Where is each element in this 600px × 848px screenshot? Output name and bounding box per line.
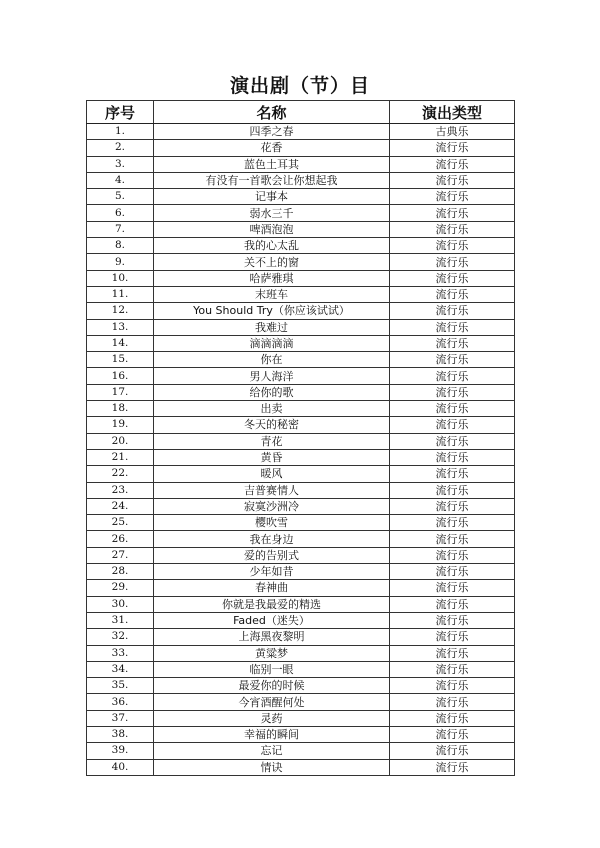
page-title: 演出剧（节）目 (229, 75, 370, 97)
row-type: 流行乐 (390, 564, 515, 580)
row-name: 末班车 (154, 286, 390, 302)
row-name: 花香 (154, 140, 390, 156)
row-name: 关不上的窗 (154, 254, 390, 270)
row-type: 流行乐 (390, 319, 515, 335)
row-name: 哈萨雅琪 (154, 270, 390, 286)
table-row (87, 335, 515, 351)
row-name: 情诀 (154, 759, 390, 775)
row-type: 流行乐 (390, 368, 515, 384)
table-row (87, 743, 515, 759)
row-type: 流行乐 (390, 466, 515, 482)
table-row (87, 238, 515, 254)
row-number: 38. (87, 726, 154, 742)
table-row (87, 596, 515, 612)
row-name: 给你的歌 (154, 384, 390, 400)
row-number: 11. (87, 286, 154, 302)
table-row (87, 678, 515, 694)
row-number: 29. (87, 580, 154, 596)
row-name: 青花 (154, 433, 390, 449)
row-type: 流行乐 (390, 401, 515, 417)
row-type: 流行乐 (390, 205, 515, 221)
row-name: 黄粱梦 (154, 645, 390, 661)
row-type: 流行乐 (390, 238, 515, 254)
row-name: 啤酒泡泡 (154, 221, 390, 237)
table-row (87, 417, 515, 433)
row-name: 灵药 (154, 710, 390, 726)
table-row (87, 449, 515, 465)
row-name: 暖风 (154, 466, 390, 482)
row-type: 流行乐 (390, 172, 515, 188)
row-number: 6. (87, 205, 154, 221)
row-number: 25. (87, 515, 154, 531)
row-number: 27. (87, 547, 154, 563)
table-row (87, 612, 515, 628)
row-number: 3. (87, 156, 154, 172)
table-row (87, 401, 515, 417)
table-row (87, 466, 515, 482)
table-row (87, 205, 515, 221)
row-type: 流行乐 (390, 596, 515, 612)
program-table (86, 100, 515, 776)
row-name: 你就是我最爱的精选 (154, 596, 390, 612)
row-number: 15. (87, 352, 154, 368)
row-type: 流行乐 (390, 661, 515, 677)
row-number: 10. (87, 270, 154, 286)
table-row (87, 482, 515, 498)
table-row (87, 515, 515, 531)
table-row (87, 710, 515, 726)
row-type: 流行乐 (390, 156, 515, 172)
row-type: 流行乐 (390, 140, 515, 156)
row-name: 临别一眼 (154, 661, 390, 677)
row-type: 流行乐 (390, 189, 515, 205)
row-number: 22. (87, 466, 154, 482)
row-name: 记事本 (154, 189, 390, 205)
header-number: 序号 (87, 101, 154, 124)
row-number: 37. (87, 710, 154, 726)
row-type: 流行乐 (390, 678, 515, 694)
row-name: 我在身边 (154, 531, 390, 547)
row-name: 你在 (154, 352, 390, 368)
row-name: 蓝色土耳其 (154, 156, 390, 172)
table-row (87, 498, 515, 514)
row-type: 流行乐 (390, 335, 515, 351)
row-type: 流行乐 (390, 254, 515, 270)
table-row (87, 726, 515, 742)
table-row (87, 433, 515, 449)
row-number: 5. (87, 189, 154, 205)
row-name: 寂寞沙洲冷 (154, 498, 390, 514)
row-number: 17. (87, 384, 154, 400)
row-name: 男人海洋 (154, 368, 390, 384)
row-number: 36. (87, 694, 154, 710)
row-number: 4. (87, 172, 154, 188)
row-type: 流行乐 (390, 417, 515, 433)
row-number: 26. (87, 531, 154, 547)
row-number: 31. (87, 612, 154, 628)
row-number: 14. (87, 335, 154, 351)
row-name: You Should Try（你应该试试） (154, 303, 390, 319)
row-name: 爱的告别式 (154, 547, 390, 563)
row-number: 8. (87, 238, 154, 254)
row-type: 流行乐 (390, 221, 515, 237)
table-row (87, 645, 515, 661)
row-name: 吉普赛情人 (154, 482, 390, 498)
table-row (87, 580, 515, 596)
row-type: 流行乐 (390, 694, 515, 710)
row-number: 32. (87, 629, 154, 645)
row-name: 弱水三千 (154, 205, 390, 221)
table-row (87, 694, 515, 710)
row-type: 流行乐 (390, 515, 515, 531)
row-type: 流行乐 (390, 270, 515, 286)
row-number: 35. (87, 678, 154, 694)
row-type: 流行乐 (390, 531, 515, 547)
row-type: 流行乐 (390, 759, 515, 775)
table-row (87, 270, 515, 286)
table-row (87, 368, 515, 384)
table-row (87, 352, 515, 368)
table-row (87, 319, 515, 335)
table-row (87, 172, 515, 188)
row-number: 33. (87, 645, 154, 661)
row-number: 40. (87, 759, 154, 775)
table-row (87, 564, 515, 580)
row-type: 流行乐 (390, 384, 515, 400)
table-row (87, 189, 515, 205)
table-body (87, 124, 515, 776)
row-number: 24. (87, 498, 154, 514)
row-type: 流行乐 (390, 498, 515, 514)
row-number: 18. (87, 401, 154, 417)
table-row (87, 156, 515, 172)
row-name: 冬天的秘密 (154, 417, 390, 433)
row-number: 9. (87, 254, 154, 270)
row-type: 流行乐 (390, 743, 515, 759)
table-row (87, 254, 515, 270)
row-type: 流行乐 (390, 433, 515, 449)
row-type: 流行乐 (390, 612, 515, 628)
row-number: 13. (87, 319, 154, 335)
row-name: 今宵酒醒何处 (154, 694, 390, 710)
row-number: 1. (87, 124, 154, 140)
table-row (87, 221, 515, 237)
row-name: Faded（迷失） (154, 612, 390, 628)
row-name: 我难过 (154, 319, 390, 335)
row-number: 39. (87, 743, 154, 759)
row-name: 樱吹雪 (154, 515, 390, 531)
row-type: 流行乐 (390, 303, 515, 319)
table-row (87, 547, 515, 563)
row-type: 流行乐 (390, 580, 515, 596)
row-name: 有没有一首歌会让你想起我 (154, 172, 390, 188)
row-number: 28. (87, 564, 154, 580)
row-type: 古典乐 (390, 124, 515, 140)
table-row (87, 140, 515, 156)
row-number: 7. (87, 221, 154, 237)
row-number: 2. (87, 140, 154, 156)
row-name: 出卖 (154, 401, 390, 417)
row-name: 滴滴滴滴 (154, 335, 390, 351)
row-name: 少年如昔 (154, 564, 390, 580)
table-row (87, 286, 515, 302)
header-name: 名称 (154, 101, 390, 124)
table-row (87, 303, 515, 319)
table-row (87, 384, 515, 400)
row-number: 34. (87, 661, 154, 677)
table-row (87, 629, 515, 645)
header-type: 演出类型 (390, 101, 515, 124)
row-type: 流行乐 (390, 449, 515, 465)
row-type: 流行乐 (390, 547, 515, 563)
row-number: 20. (87, 433, 154, 449)
row-name: 幸福的瞬间 (154, 726, 390, 742)
table-row (87, 124, 515, 140)
table-row (87, 661, 515, 677)
row-number: 21. (87, 449, 154, 465)
row-number: 12. (87, 303, 154, 319)
row-number: 19. (87, 417, 154, 433)
row-type: 流行乐 (390, 286, 515, 302)
row-type: 流行乐 (390, 482, 515, 498)
row-type: 流行乐 (390, 726, 515, 742)
row-name: 上海黑夜黎明 (154, 629, 390, 645)
row-number: 16. (87, 368, 154, 384)
table-row (87, 531, 515, 547)
row-name: 我的心太乱 (154, 238, 390, 254)
table-header-row (87, 101, 515, 124)
table-row (87, 759, 515, 775)
row-type: 流行乐 (390, 710, 515, 726)
row-name: 最爱你的时候 (154, 678, 390, 694)
row-type: 流行乐 (390, 629, 515, 645)
row-name: 春神曲 (154, 580, 390, 596)
row-name: 四季之春 (154, 124, 390, 140)
row-number: 30. (87, 596, 154, 612)
row-type: 流行乐 (390, 645, 515, 661)
row-number: 23. (87, 482, 154, 498)
row-name: 黄昏 (154, 449, 390, 465)
row-type: 流行乐 (390, 352, 515, 368)
row-name: 忘记 (154, 743, 390, 759)
